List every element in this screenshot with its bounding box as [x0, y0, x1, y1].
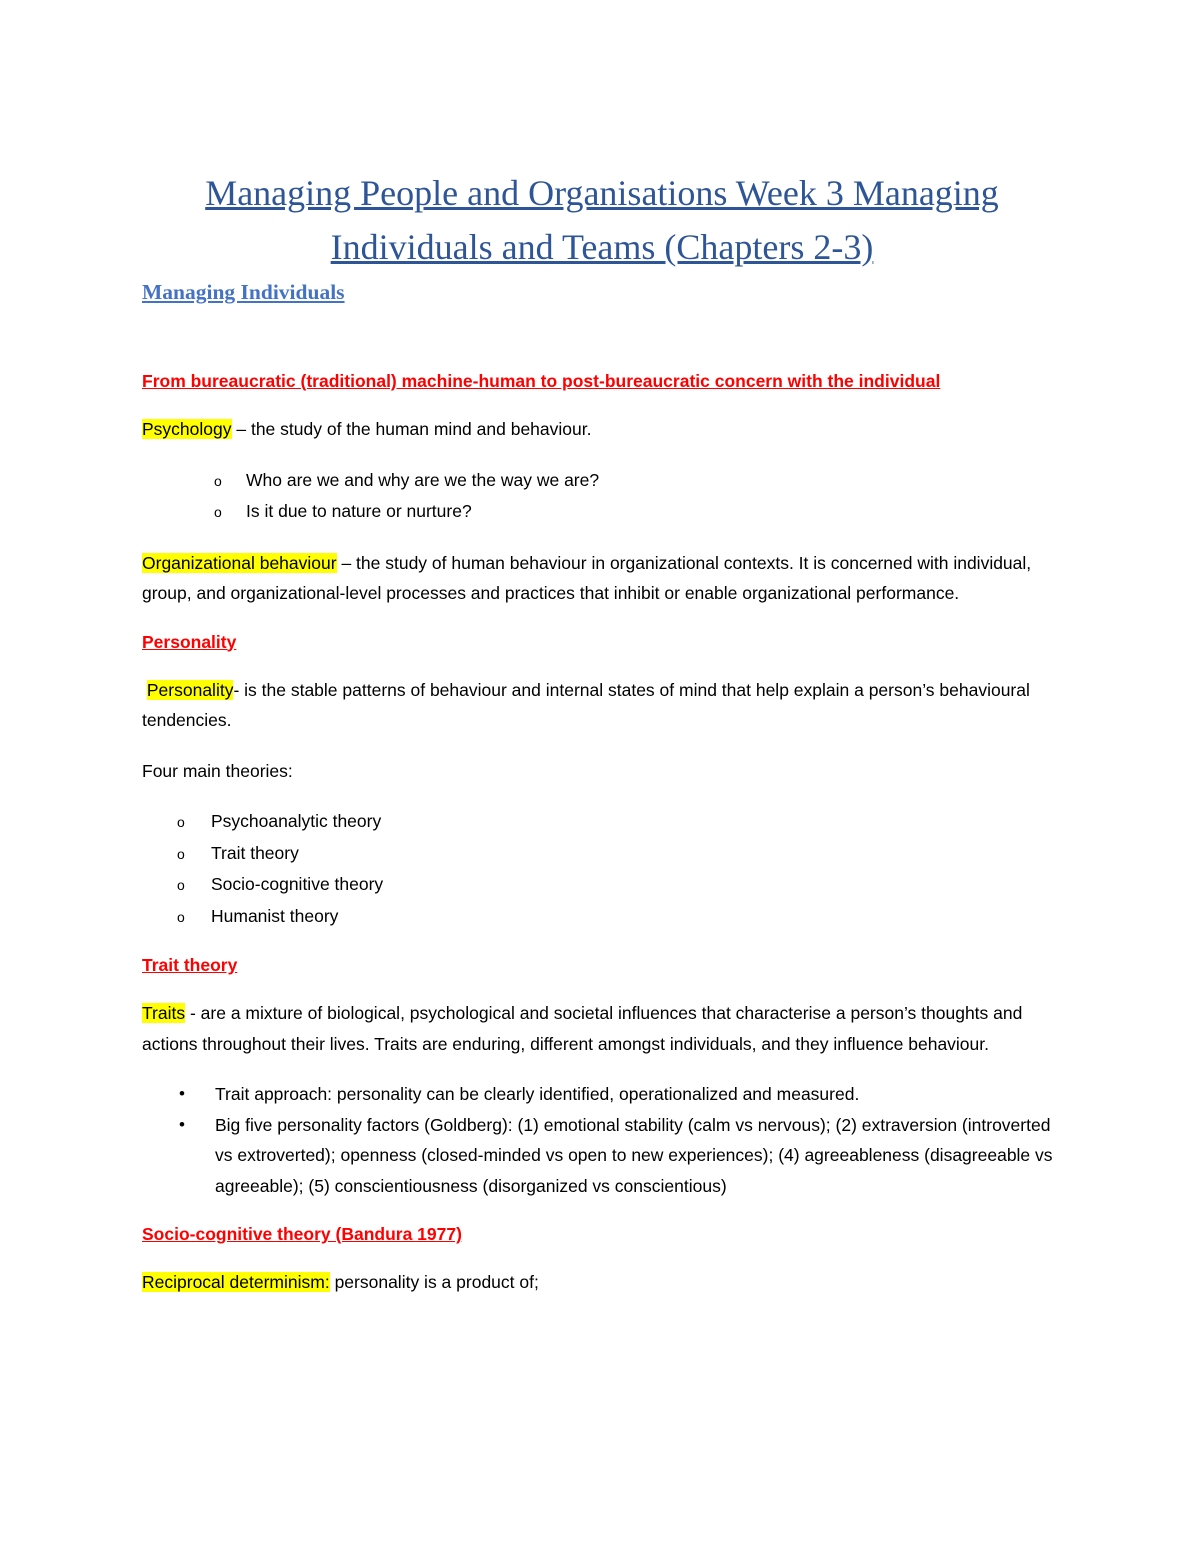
list-item: [142, 901, 1062, 933]
reciprocal-determinism-text: personality is a product of;: [329, 1272, 539, 1292]
list-item-text: Trait theory: [211, 842, 299, 863]
org-behaviour-definition: [142, 548, 1062, 609]
list-item-text: Is it due to nature or nurture?: [246, 501, 472, 521]
bullet-marker: o: [214, 472, 222, 489]
bullet-marker: o: [177, 814, 185, 830]
reciprocal-determinism-definition: [142, 1267, 1062, 1298]
list-item: [142, 869, 1062, 901]
bullet-marker: o: [177, 845, 185, 862]
list-item-text: Humanist theory: [211, 905, 339, 926]
org-behaviour-definition-text: – the study of human behaviour in organizational contexts. It is concerned with individual, group, and organizational-level processes and practices that inhibit or enable organizational performance.: [142, 552, 1037, 603]
highlight-reciprocal-determinism: Reciprocal determinism:: [142, 1272, 330, 1292]
psychology-definition: [142, 414, 1062, 445]
list-item: [142, 806, 1062, 838]
list-item: [142, 1079, 1062, 1110]
document-body: [142, 166, 1062, 1318]
bullet-dot: •: [179, 1114, 185, 1134]
list-item-text: Socio-cognitive theory: [211, 874, 384, 894]
theories-list: [142, 806, 1062, 932]
document-title: Managing People and Organisations Week 3 Managing Individuals and Teams (Chapters 2-3): [205, 173, 999, 267]
list-item-text: Trait approach: personality can be clearly identified, operationalized and measured.: [215, 1084, 860, 1104]
list-item: [142, 496, 1062, 528]
psychology-questions-list: [142, 465, 1062, 528]
list-item: [142, 465, 1062, 497]
section-heading-personality: Personality: [142, 631, 237, 652]
bullet-marker: o: [177, 908, 185, 925]
list-item-text: Who are we and why are we the way we are?: [246, 469, 600, 490]
highlight-traits: Traits: [142, 1003, 186, 1023]
subheading-managing-individuals: Managing Individuals: [142, 280, 345, 304]
theories-intro: Four main theories:: [142, 760, 293, 781]
section-heading-trait-theory: Trait theory: [142, 955, 238, 975]
traits-definition: [142, 998, 1062, 1059]
personality-definition-text: - is the stable patterns of behaviour and internal states of mind that help explain a person’s behavioural tendencies.: [142, 679, 1030, 730]
highlight-personality: Personality: [146, 679, 234, 700]
bullet-marker: o: [177, 877, 185, 893]
personality-definition: [142, 675, 1062, 736]
highlight-org-behaviour: Organizational behaviour: [142, 552, 337, 573]
bullet-marker: o: [214, 504, 222, 520]
trait-bullets-list: [142, 1079, 1062, 1201]
section-heading-bureaucratic: From bureaucratic (traditional) machine-human to post-bureaucratic concern with the individual: [142, 371, 941, 391]
list-item: [142, 1110, 1062, 1202]
list-item-text: Psychoanalytic theory: [211, 811, 382, 831]
list-item-text: Big five personality factors (Goldberg): (1) emotional stability (calm vs nervous); (2) extraversion (introverted vs extroverted); openness (closed-minded vs open to new experiences); (4) agreeableness (disagreeable vs agreeable); (5) conscientiousness (disorganized vs conscientious): [215, 1114, 1053, 1196]
highlight-psychology: Psychology: [142, 419, 232, 439]
bullet-dot: •: [179, 1084, 185, 1103]
section-heading-socio-cognitive: Socio-cognitive theory (Bandura 1977): [142, 1224, 462, 1244]
traits-definition-text: - are a mixture of biological, psychological and societal influences that characterise a person’s thoughts and actions throughout their lives. Traits are enduring, different amongst individuals, and they influence behaviour.: [142, 1003, 1023, 1054]
psychology-definition-text: – the study of the human mind and behaviour.: [231, 419, 592, 439]
list-item: [142, 838, 1062, 870]
